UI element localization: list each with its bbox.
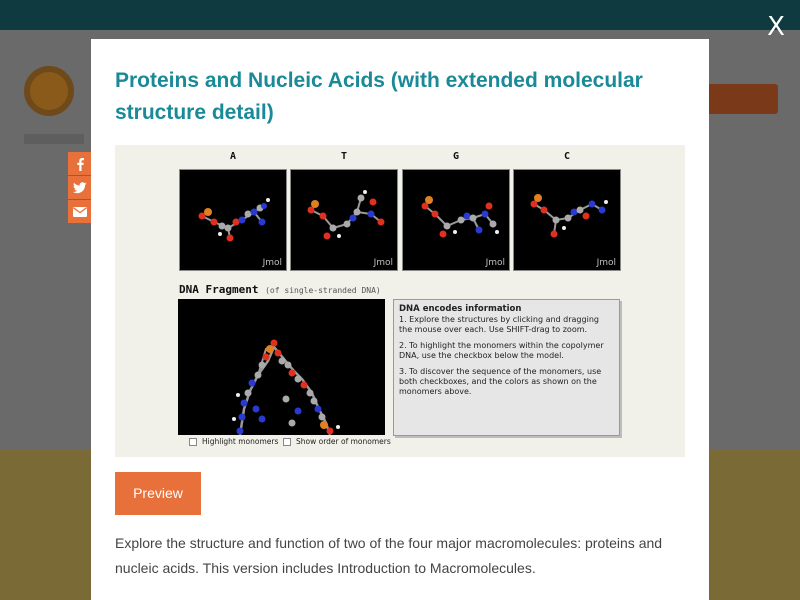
dna-fragment-viewer[interactable] xyxy=(178,299,385,435)
info-step-3: 3. To discover the sequence of the monomers, use both checkboxes, and the colors as shown on the monomers above. xyxy=(399,367,602,396)
molecule-g-model xyxy=(403,170,510,271)
facebook-share-button[interactable] xyxy=(68,152,92,175)
molecule-viewer-a[interactable] xyxy=(179,169,287,271)
show-order-label: Show order of monomers xyxy=(296,437,391,446)
nucleotide-label-c: C xyxy=(563,151,571,162)
highlight-monomers-checkbox[interactable] xyxy=(189,438,197,446)
resource-description: Explore the structure and function of two of the four major macromolecules: proteins and nucleic acids. This version includes Introduction to Macromolecules. xyxy=(115,535,663,576)
email-share-button[interactable] xyxy=(68,200,92,223)
modal-dialog xyxy=(91,39,709,600)
info-panel xyxy=(393,299,620,436)
fragment-subtitle: (of single-stranded DNA) xyxy=(265,286,381,295)
molecule-c-model xyxy=(514,170,621,271)
twitter-icon xyxy=(73,182,87,194)
molecule-a-model xyxy=(180,170,287,271)
nucleotide-label-g: G xyxy=(452,151,460,162)
background-text xyxy=(24,134,84,144)
jmol-watermark: Jmol xyxy=(485,258,505,268)
twitter-share-button[interactable] xyxy=(68,176,92,199)
nucleotide-label-t: T xyxy=(340,151,348,162)
highlight-monomers-label: Highlight monomers xyxy=(202,437,279,446)
jmol-watermark: Jmol xyxy=(596,258,616,268)
molecule-viewer-t[interactable] xyxy=(290,169,398,271)
share-bar xyxy=(68,152,92,224)
dna-fragment-model xyxy=(178,299,385,435)
simulation-panel xyxy=(115,145,685,457)
email-icon xyxy=(73,207,87,217)
info-step-2: 2. To highlight the monomers within the copolymer DNA, use the checkbox below the model. xyxy=(399,341,604,360)
facebook-icon xyxy=(74,157,86,171)
show-order-option[interactable] xyxy=(283,437,391,446)
jmol-watermark: Jmol xyxy=(373,258,393,268)
show-order-checkbox[interactable] xyxy=(283,438,291,446)
preview-button[interactable]: Preview xyxy=(115,472,201,515)
background-top-bar xyxy=(0,0,800,30)
fragment-title xyxy=(179,283,381,296)
jmol-watermark: Jmol xyxy=(262,258,282,268)
molecule-t-model xyxy=(291,170,398,271)
info-heading: DNA encodes information xyxy=(399,304,522,314)
fragment-title-text: DNA Fragment xyxy=(179,283,259,296)
highlight-monomers-option[interactable] xyxy=(189,437,278,446)
background-logo xyxy=(24,66,74,116)
molecule-viewer-g[interactable] xyxy=(402,169,510,271)
info-step-1: 1. Explore the structures by clicking and dragging the mouse over each. Use SHIFT-drag to zoom. xyxy=(399,315,599,334)
close-button[interactable]: X xyxy=(767,12,785,42)
modal-title: Proteins and Nucleic Acids (with extended molecular structure detail) xyxy=(115,69,643,124)
molecule-viewer-c[interactable] xyxy=(513,169,621,271)
nucleotide-label-a: A xyxy=(229,151,237,162)
background-button xyxy=(706,84,778,114)
